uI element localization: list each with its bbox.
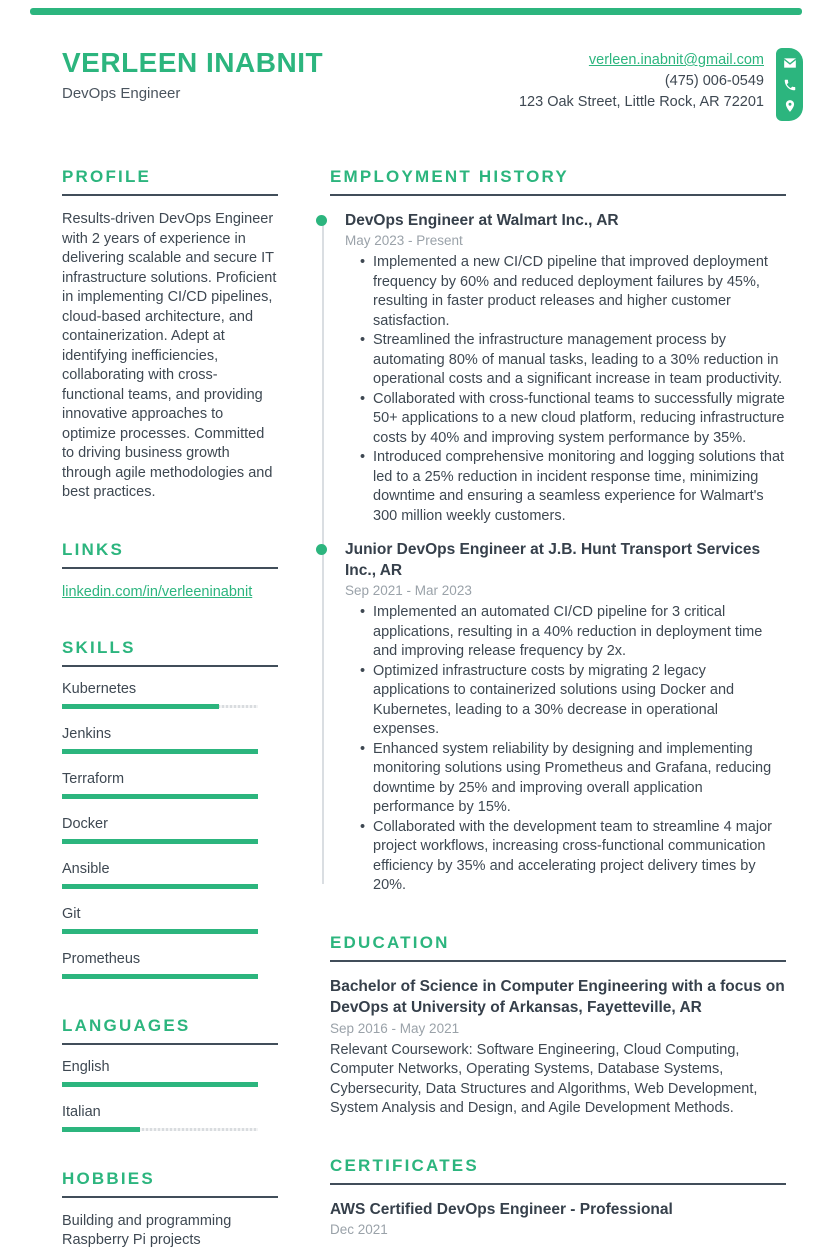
skill-item: [62, 681, 278, 709]
job-bullet: • Implemented an automated CI/CD pipeline for 3 critical applications, resulting in a 40% reduction in deployment time and improving release frequency by 2x.: [360, 603, 786, 662]
skills-heading: SKILLS: [62, 638, 278, 667]
skill-bar-track: [62, 704, 258, 709]
education-dates: Sep 2016 - May 2021: [330, 1020, 460, 1036]
skill-label: Docker: [62, 815, 108, 832]
timeline-dot: [316, 215, 327, 226]
language-item: [62, 1104, 278, 1132]
profile-heading: PROFILE: [62, 167, 278, 196]
skill-bar-track: [62, 884, 258, 889]
certificate-title: AWS Certified DevOps Engineer - Professional: [330, 1200, 673, 1218]
employment-heading: EMPLOYMENT HISTORY: [330, 167, 786, 196]
languages-section: [62, 1016, 278, 1132]
certificate-dates: Dec 2021: [330, 1221, 388, 1237]
hobbies-heading: HOBBIES: [62, 1169, 278, 1198]
education-section: [330, 933, 786, 1119]
person-name: VERLEEN INABNIT: [62, 47, 324, 78]
skill-item: [62, 861, 278, 889]
identity-block: [62, 48, 323, 102]
job-dates: May 2023 - Present: [345, 233, 463, 248]
profile-section: [62, 167, 278, 503]
location-icon: [783, 99, 797, 113]
job-bullet-list: [345, 603, 786, 896]
links-heading: LINKS: [62, 540, 278, 569]
job-bullet: • Optimized infrastructure costs by migrating 2 legacy applications to containerized solutions using Docker and Kubernetes, leading to a 30% decrease in operational expenses.: [360, 662, 786, 740]
skill-bar-fill: [62, 929, 258, 934]
certificate-entry: [330, 1199, 786, 1237]
degree-title: Bachelor of Science in Computer Engineering with a focus on DevOps at University of Arkansas, Fayetteville, AR: [330, 977, 785, 1016]
job-bullet: • Collaborated with cross-functional teams to successfully migrate 50+ applications to a new cloud platform, reducing infrastructure costs by 40% and improving system performance by 35%.: [360, 390, 786, 449]
skill-item: [62, 726, 278, 754]
skill-item: [62, 771, 278, 799]
language-label: English: [62, 1058, 110, 1075]
contact-block: [519, 48, 803, 121]
envelope-icon: [783, 56, 797, 70]
skill-bar-fill: [62, 794, 258, 799]
content-columns: [0, 167, 833, 1251]
skill-bar-track: [62, 929, 258, 934]
job-entry: [345, 210, 786, 526]
language-bar-track: [62, 1127, 258, 1132]
skills-section: [62, 638, 278, 979]
skill-label: Jenkins: [62, 725, 112, 742]
languages-heading: LANGUAGES: [62, 1016, 278, 1045]
employment-timeline: [322, 210, 786, 896]
skill-bar-fill: [62, 884, 258, 889]
skill-bar-fill: [62, 749, 258, 754]
skill-bar-fill: [62, 839, 258, 844]
job-title: Junior DevOps Engineer at J.B. Hunt Transport Services Inc., AR: [345, 541, 761, 579]
job-bullet: • Collaborated with the development team to streamline 4 major project workflows, increasing cross-functional communication efficiency by 35% and accelerating project delivery times by 20%.: [360, 818, 786, 896]
links-section: [62, 540, 278, 601]
education-heading: EDUCATION: [330, 933, 786, 962]
skill-label: Git: [62, 905, 81, 922]
job-entry: [345, 539, 786, 896]
job-bullet: • Implemented a new CI/CD pipeline that improved deployment frequency by 60% and reduced deployment failures by 45%, resulting in faster product releases and higher customer satisfaction.: [360, 253, 786, 331]
employment-section: [330, 167, 786, 896]
skill-label: Kubernetes: [62, 680, 137, 697]
skill-label: Terraform: [62, 770, 125, 787]
contact-icon-bar: [776, 48, 803, 121]
top-accent-bar: [30, 8, 802, 15]
job-title: DevOps Engineer at Walmart Inc., AR: [345, 212, 619, 229]
skill-item: [62, 906, 278, 934]
person-job-title: DevOps Engineer: [62, 84, 181, 102]
skill-item: [62, 951, 278, 979]
job-bullet: • Introduced comprehensive monitoring and logging solutions that led to a 25% reduction in incident response time, minimizing downtime and ensuring a seamless experience for Walmart's 300 million weekly customers.: [360, 448, 786, 526]
language-label: Italian: [62, 1103, 101, 1120]
main-column: [330, 167, 786, 1251]
language-bar-fill: [62, 1082, 258, 1087]
linkedin-link[interactable]: linkedin.com/in/verleeninabnit: [62, 583, 253, 600]
language-bar-track: [62, 1082, 258, 1087]
job-bullet-list: [345, 253, 786, 526]
email-link[interactable]: verleen.inabnit@gmail.com: [588, 52, 764, 68]
contact-lines: [519, 50, 764, 113]
skill-item: [62, 816, 278, 844]
education-entry: [330, 976, 786, 1119]
language-bar-fill: [62, 1127, 140, 1132]
skill-bar-track: [62, 974, 258, 979]
skill-label: Ansible: [62, 860, 110, 877]
skill-bar-track: [62, 749, 258, 754]
job-bullet: • Streamlined the infrastructure management process by automating 80% of manual tasks, leading to a 30% reduction in operational costs and a significant increase in team productivity.: [360, 331, 786, 390]
skill-label: Prometheus: [62, 950, 141, 967]
job-bullet: • Enhanced system reliability by designing and implementing monitoring solutions using Prometheus and Grafana, reducing downtime by 25% and improving overall application performance by 15%.: [360, 740, 786, 818]
skill-bar-track: [62, 839, 258, 844]
phone-icon: [783, 78, 797, 92]
certificates-section: [330, 1156, 786, 1237]
hobbies-text: Building and programming Raspberry Pi projects: [62, 1212, 232, 1248]
profile-text: Results-driven DevOps Engineer with 2 years of experience in delivering scalable and secure IT infrastructure solutions. Proficient in implementing CI/CD pipelines, cloud-based architecture, and containerization. Adept at identifying inefficiencies, collaborating with cross-functional teams, and providing innovative approaches to optimize processes. Committed to driving business growth through agile methodologies and best practices.: [62, 211, 277, 500]
address-text: 123 Oak Street, Little Rock, AR 72201: [518, 94, 764, 110]
coursework-text: Relevant Coursework: Software Engineering, Cloud Computing, Computer Networks, Operating Systems, Database Systems, Cybersecurity, Data Structures and Algorithms, Web Development, System Analysis and Design, and Agile Development Methods.: [330, 1041, 758, 1116]
language-item: [62, 1059, 278, 1087]
certificates-heading: CERTIFICATES: [330, 1156, 786, 1185]
header: [0, 0, 833, 121]
sidebar: [62, 167, 278, 1251]
hobbies-section: [62, 1169, 278, 1251]
timeline-dot: [316, 544, 327, 555]
skill-bar-track: [62, 794, 258, 799]
job-dates: Sep 2021 - Mar 2023: [345, 583, 472, 598]
skill-bar-fill: [62, 704, 219, 709]
skill-bar-fill: [62, 974, 258, 979]
phone-number: (475) 006-0549: [664, 73, 764, 89]
